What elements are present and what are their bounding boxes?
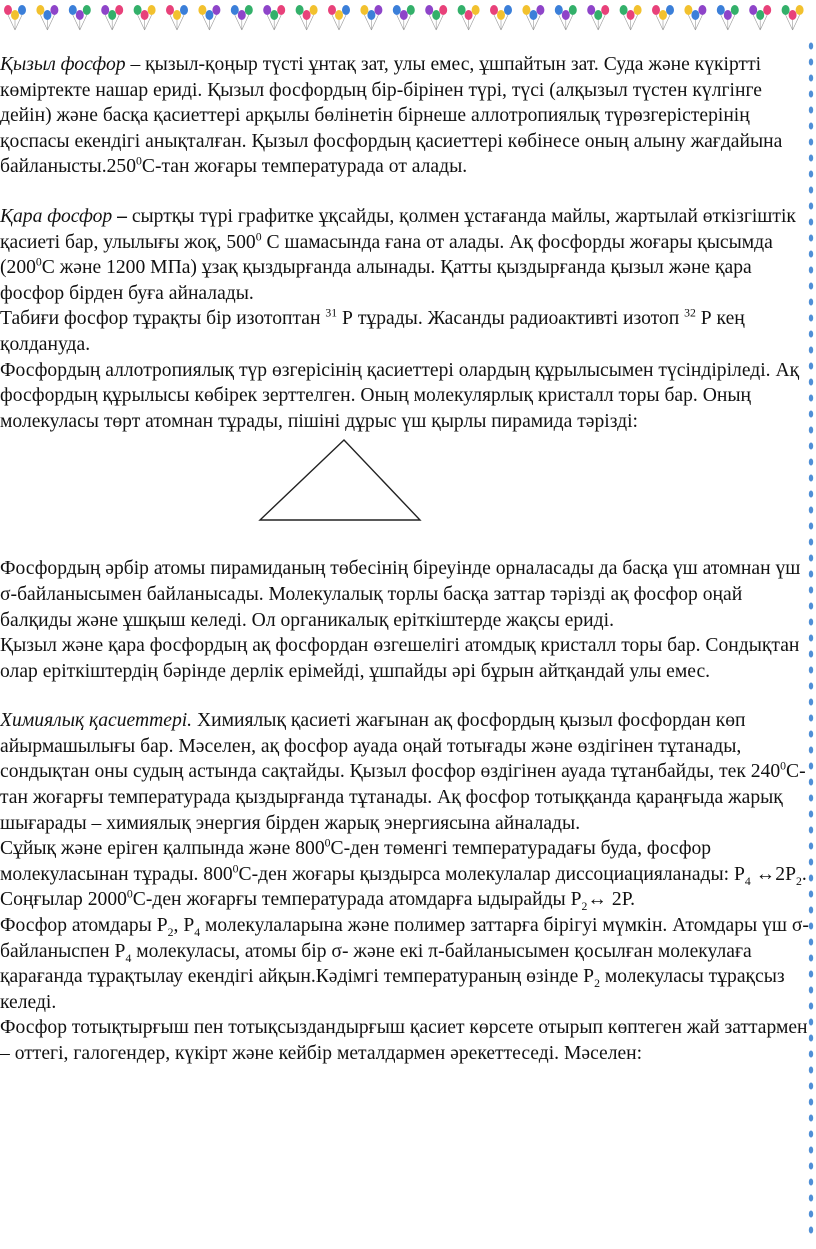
side-dot — [809, 1083, 813, 1090]
balloon-cluster — [684, 5, 706, 30]
side-dot — [809, 1115, 813, 1122]
paragraph-atom-bonds: Фосфордың әрбір атомы пирамиданың төбесінің біреуінде орналасады да басқа үш атомнан үш σ-байланысымен байланысады. Молекулалық торлы басқа заттар тәрізді ақ фосфор оңай балқиды және ұшқыш келеді. Ол органикалық еріткіштерде жақсы ериді. — [0, 558, 801, 631]
paragraph-atomization: Соңғылар 2000$^0$С-ден жоғарғы температурада атомдарға ыдырайды $Р_2\leftrightarrow$ 2Р. — [0, 887, 636, 914]
balloon-cluster — [587, 5, 609, 30]
balloon-cluster — [490, 5, 512, 30]
balloon-cluster — [425, 5, 447, 30]
paragraph-reactions: Фосфор тотықтырғыш пен тотықсыздандырғыш қасиет көрсете отырып көптеген жай заттармен – оттегі, галогендер, күкірт және кейбір металдармен әрекеттеседі. Мәселен: — [0, 1017, 808, 1064]
paragraph-red-phosphorus: Қызыл фосфор – қызыл-қоңыр түсті ұнтақ зат, улы емес, ұшпайтын зат. Суда және күкіртті көміртекте нашар ериді. Қызыл фосфордың бір-бірінен түрі, түсі (алқызыл түстен күлгінге дейін) және басқа қасиеттері арқылы бөлінетін бірнеше аллотропиялық түрөзгерістерінің қоспасы екендігі анықталған. Қызыл фосфордың қасиеттері көбінесе оның алыну жағдайына байланысты.250$^0$С-тан жоғары температурада от алады. — [0, 54, 783, 178]
balloon-cluster — [36, 5, 58, 30]
balloon-cluster — [555, 5, 577, 30]
balloon-cluster — [198, 5, 220, 30]
term-chemical-properties: Химиялық қасиеттері. — [0, 710, 193, 732]
side-dot — [809, 43, 813, 50]
paragraph-black-phosphorus: Қара фосфор – сыртқы түрі графитке ұқсайды, қолмен ұстағанда майлы, жартылай өткізгіштік қасиеті бар, улылығы жоқ, $500^0$ С шамасында ғана от алады. Ақ фосфорды жоғары қысымда ($200^0С$ және 1200 МПа) ұзақ қыздырғанда алынады. Қатты қыздырғанда қызыл және қара фосфор бірден буға айналады. — [0, 205, 796, 304]
balloon-cluster — [782, 5, 804, 30]
term-black-phosphorus: Қара фосфор — [0, 205, 113, 227]
balloon-cluster — [101, 5, 123, 30]
paragraph-molecules: Фосфор атомдары $Р_2$, $Р_4$ молекулаларына және полимер заттарға бірігуі мүмкін. Атомдары үш σ- байланыспен $Р_4$ молекуласы, атомы бір σ- және екі π-байланысымен қосылған молекулаға қарағанда тұрақтылау екендігі айқын.Кәдімгі температураның өзінде $Р_2$ молекуласы тұрақсыз келеді. — [0, 915, 809, 1013]
side-dot — [809, 1147, 813, 1154]
side-dot — [809, 1179, 813, 1186]
document-body — [0, 52, 812, 1067]
balloon-cluster — [231, 5, 253, 30]
paragraph-allotropy: Фосфордың аллотропиялық түр өзгерісінің қасиеттері олардың құрылысымен түсіндіріледі. Ақ фосфордың құрылысы көбірек зерттелген. Оның молекулярлық кристалл торы бар. Оның молекуласы төрт атомнан тұрады, пішіні дұрыс үш қырлы пирамида тәрізді: — [0, 359, 800, 432]
paragraph-chemical-properties: Химиялық қасиеттері. Химиялық қасиеті жағынан ақ фосфордың қызыл фосфордан көп айырмашылығы бар. Мәселен, ақ фосфор ауада оңай тотығады және өздігінен тұтанады, сондықтан оны судың астында сақтайды. Қызыл фосфор өздігінен ауада тұтанбайды, тек $240^0С$-тан жоғарғы температурада қыздырғанда тұтанады. Ақ фосфор тотыққанда қараңғыда жарық шығарады – химиялық энергия бірден жарық энергиясына айналады. — [0, 710, 806, 834]
paragraph-isotopes: Табиғи фосфор тұрақты бір изотоптан $^{31}$ Р тұрады. Жасанды радиоактивті изотоп $^{32}$ Р кең қолдануда. — [0, 306, 745, 355]
side-dot — [809, 1163, 813, 1170]
pyramid-triangle — [260, 440, 420, 520]
term-red-phosphorus: Қызыл фосфор — [0, 54, 126, 75]
balloon-cluster — [522, 5, 544, 30]
side-dot — [809, 1227, 813, 1234]
paragraph-difference: Қызыл және қара фосфордың ақ фосфордан өзгешелігі атомдық кристалл торы бар. Сондықтан олар еріткіштердің бәрінде дерлік ерімейді, ұшпайды әрі бұрын айтқандай улы емес. — [0, 635, 800, 682]
paragraph-dissociation: Сұйық және еріген қалпында және $800^0С$-ден төменгі температурадағы буда, фосфор молекуласынан тұрады. $800^0С$-ден жоғары қыздырса молекулалар диссоциацияланады: $Р_4$ $\leftrightarrow 2Р_2$. — [0, 836, 807, 888]
balloon-cluster — [620, 5, 642, 30]
pyramid-diagram — [0, 434, 812, 556]
side-dot — [809, 1211, 813, 1218]
side-dot — [809, 1195, 813, 1202]
balloon-cluster — [717, 5, 739, 30]
balloon-cluster — [393, 5, 415, 30]
side-dot — [809, 1067, 813, 1074]
balloon-cluster — [134, 5, 156, 30]
balloon-cluster — [69, 5, 91, 30]
side-dot — [809, 1099, 813, 1106]
balloon-cluster — [360, 5, 382, 30]
balloon-cluster — [166, 5, 188, 30]
balloon-cluster — [652, 5, 674, 30]
balloon-cluster — [263, 5, 285, 30]
balloon-cluster — [328, 5, 350, 30]
balloon-border — [0, 0, 816, 36]
balloon-cluster — [458, 5, 480, 30]
side-dot — [809, 1131, 813, 1138]
balloon-cluster — [4, 5, 26, 30]
balloon-cluster — [296, 5, 318, 30]
balloon-cluster — [749, 5, 771, 30]
